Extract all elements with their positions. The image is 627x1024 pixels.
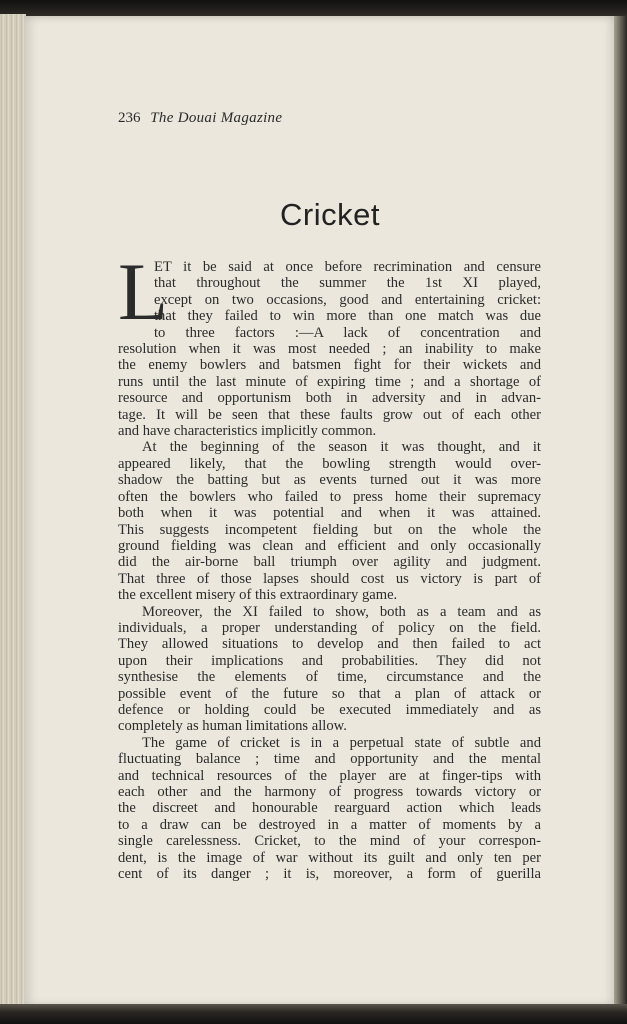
text-line: to three factors :—A lack of concentration and bbox=[154, 324, 541, 341]
text-line: fluctuating balance ; time and opportunity and the mental bbox=[118, 751, 541, 768]
text-line: upon their implications and probabilities. They did not bbox=[118, 652, 541, 669]
text-line: often the bowlers who failed to press home their supremacy bbox=[118, 488, 541, 505]
paragraph-3 bbox=[118, 604, 541, 735]
text-line: each other and the harmony of progress towards victory or bbox=[118, 784, 541, 800]
magazine-title: The Douai Magazine bbox=[150, 110, 283, 126]
text-line: synthesise the elements of time, circumstance and the bbox=[118, 669, 541, 686]
text-line: resource and opportunism both in adversity and in advan- bbox=[118, 390, 541, 407]
text-line: both when it was potential and when it was attained. bbox=[118, 505, 541, 522]
text-line: the excellent misery of this extraordinary game. bbox=[118, 587, 398, 604]
text-line: the enemy bowlers and batsmen fight for their wickets and bbox=[118, 357, 541, 374]
text-line: resolution when it was most needed ; an inability to make bbox=[118, 341, 541, 358]
text-line: individuals, a proper understanding of policy on the field. bbox=[118, 619, 541, 636]
text-line: to a draw can be destroyed in a matter of moments by a bbox=[118, 816, 541, 833]
text-line: tage. It will be seen that these faults grow out of each other bbox=[118, 406, 541, 423]
text-line: dent, is the image of war without its guilt and only ten per bbox=[118, 849, 541, 866]
text-line: cent of its danger ; it is, moreover, a form of guerilla bbox=[118, 866, 541, 883]
text-line: Moreover, the XI failed to show, both as a team and as bbox=[142, 603, 541, 620]
text-line: that they failed to win more than one match was due bbox=[154, 308, 541, 325]
text-line: except on two occasions, good and entertaining cricket: bbox=[154, 291, 541, 308]
article-body bbox=[118, 246, 541, 883]
page-stack-left bbox=[0, 14, 26, 1010]
text-line: This suggests incompetent fielding but on the whole the bbox=[118, 521, 541, 538]
text-line: At the beginning of the season it was thought, and it bbox=[142, 439, 541, 456]
article-title: Cricket bbox=[280, 197, 380, 232]
paragraph-4 bbox=[118, 735, 541, 883]
paragraph-2 bbox=[118, 439, 541, 603]
text-line: ET it be said at once before recrimination and censure bbox=[154, 259, 541, 275]
text-line: runs until the last minute of expiring time ; and a shortage of bbox=[118, 373, 541, 390]
page-number: 236 bbox=[118, 110, 141, 126]
text-line: defence or holding could be executed immediately and as bbox=[118, 701, 541, 718]
text-line: single carelessness. Cricket, to the mind of your correspon- bbox=[118, 833, 541, 850]
running-head bbox=[118, 110, 282, 127]
text-line: appeared likely, that the bowling strength would over- bbox=[118, 455, 541, 472]
text-line: possible event of the future so that a plan of attack or bbox=[118, 685, 541, 702]
text-line: The game of cricket is in a perpetual state of subtle and bbox=[142, 734, 541, 751]
text-line: the discreet and honourable rearguard action which leads bbox=[118, 800, 541, 817]
drop-cap: L bbox=[118, 246, 169, 337]
text-line: and have characteristics implicitly common. bbox=[118, 423, 377, 440]
scan-bottom-edge bbox=[0, 1004, 627, 1024]
text-line: and technical resources of the player are at finger-tips with bbox=[118, 767, 541, 784]
text-line: They allowed situations to develop and then failed to act bbox=[118, 636, 541, 653]
text-line: completely as human limitations allow. bbox=[118, 718, 347, 735]
text-line: that throughout the summer the 1st XI played, bbox=[154, 275, 541, 292]
paragraph-1 bbox=[118, 246, 541, 440]
text-line: That three of those lapses should cost us victory is part of bbox=[118, 570, 541, 587]
text-line: did the air-borne ball triumph over agility and judgment. bbox=[118, 554, 541, 571]
text-line: shadow the batting but as events turned out it was more bbox=[118, 472, 541, 489]
text-line: ground fielding was clean and efficient and only occasionally bbox=[118, 537, 541, 554]
